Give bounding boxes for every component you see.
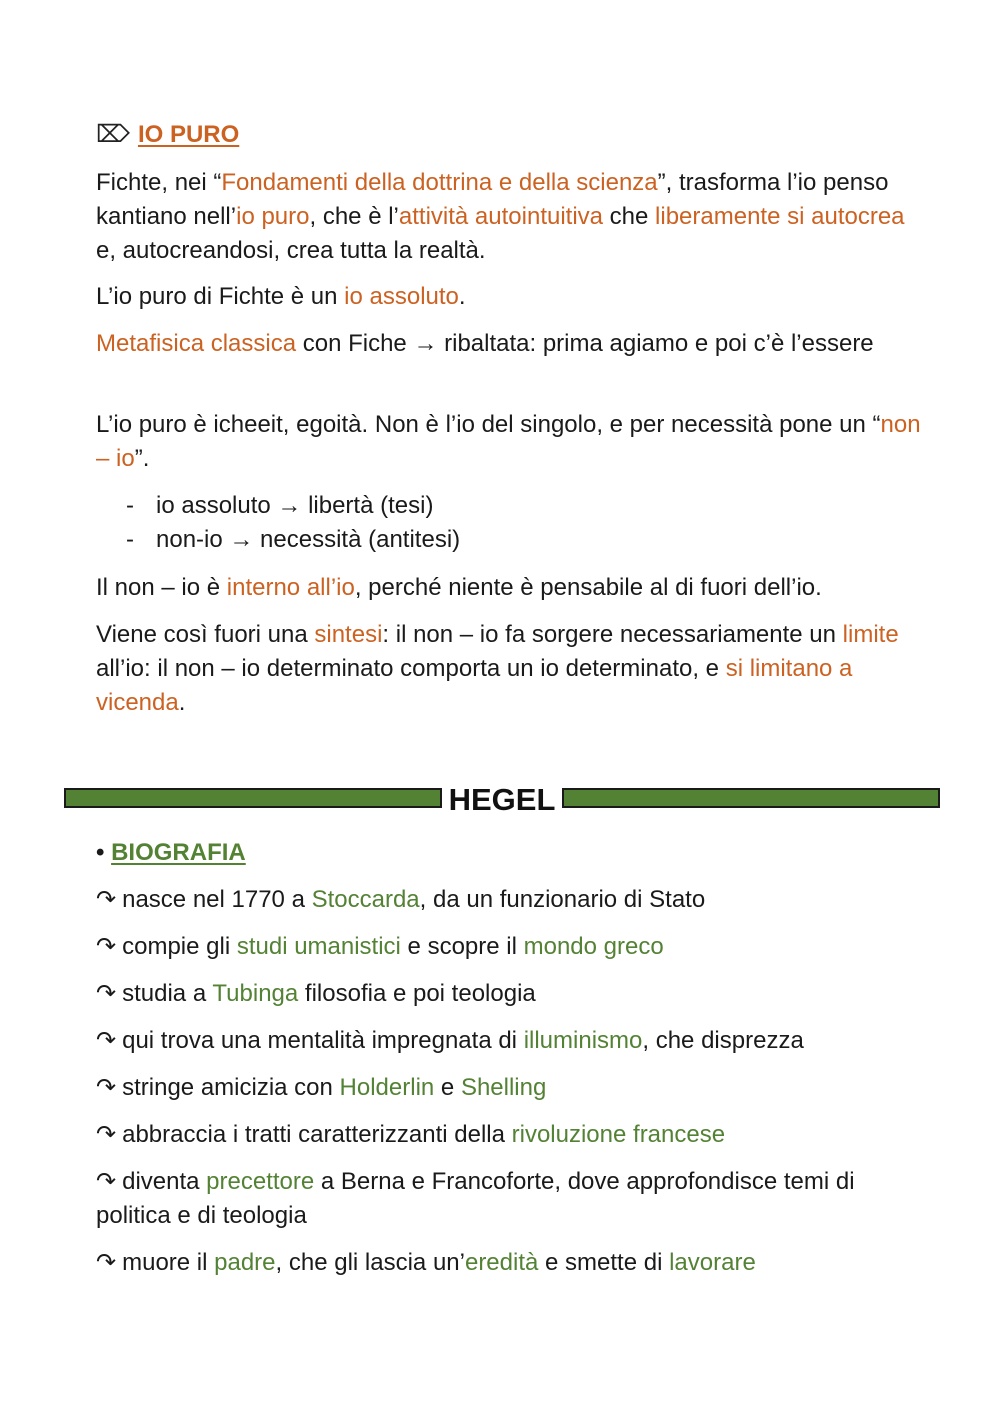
bio-item: ↷ stringe amicizia con Holderlin e Shelling xyxy=(96,1074,547,1101)
paragraph-io-assoluto: L’io puro di Fichte è un io assoluto. xyxy=(96,283,466,310)
paragraph-sintesi: Viene così fuori una sintesi: il non – io fa sorgere necessariamente un limite all’io: il non – io determinato comporta un io determinato, e si limitano a vicenda. xyxy=(96,621,899,716)
dash-list xyxy=(126,489,460,557)
list-item: - io assoluto → libertà (tesi) xyxy=(126,492,434,519)
bio-item: ↷ studia a Tubinga filosofia e poi teologia xyxy=(96,980,536,1007)
curved-arrow-icon: ↷ xyxy=(96,1249,117,1276)
curved-arrow-icon: ↷ xyxy=(96,933,117,960)
paragraph-fichte: Fichte, nei “Fondamenti della dottrina e della scienza”, trasforma l’io penso kantiano nell’io puro, che è l’attività autointuitiva che liberamente si autocrea e, autocreandosi, crea tutta la realtà. xyxy=(96,169,905,264)
bio-item: ↷ abbraccia i tratti caratterizzanti della rivoluzione francese xyxy=(96,1121,726,1148)
section-divider-bar-left xyxy=(64,788,442,808)
bio-item: ↷ compie gli studi umanistici e scopre il mondo greco xyxy=(96,933,664,960)
section-title: IO PURO xyxy=(137,121,240,148)
curved-arrow-icon: ↷ xyxy=(96,886,117,913)
curved-arrow-icon: ↷ xyxy=(96,1168,117,1195)
bio-item: ↷ nasce nel 1770 a Stoccarda, da un funzionario di Stato xyxy=(96,886,706,913)
paragraph-metafisica: Metafisica classica con Fiche → ribaltata: prima agiamo e poi c’è l’essere xyxy=(96,330,874,357)
section-divider-bar-right xyxy=(562,788,940,808)
bullet-icon: • xyxy=(96,839,105,866)
curved-arrow-icon: ↷ xyxy=(96,1027,117,1054)
curved-arrow-icon: ↷ xyxy=(96,1074,117,1101)
bio-item: ↷ qui trova una mentalità impregnata di illuminismo, che disprezza xyxy=(96,1027,804,1054)
list-item: - non-io → necessità (antitesi) xyxy=(126,526,461,553)
section-heading-io-puro xyxy=(96,118,239,152)
curved-arrow-icon: ↷ xyxy=(96,1121,117,1148)
subsection-heading-biografia: • BIOGRAFIA xyxy=(96,839,246,866)
paragraph-non-io: Il non – io è interno all’io, perché niente è pensabile al di fuori dell’io. xyxy=(96,574,822,601)
bio-item: ↷ diventa precettore a Berna e Francoforte, dove approfondisce temi di politica e di teologia xyxy=(96,1168,855,1229)
paragraph-egoita: L’io puro è icheeit, egoità. Non è l’io del singolo, e per necessità pone un “non – io”. xyxy=(96,411,921,472)
bio-item: ↷ muore il padre, che gli lascia un’eredità e smette di lavorare xyxy=(96,1249,756,1276)
curved-arrow-icon: ↷ xyxy=(96,980,117,1007)
section-title-hegel: HEGEL xyxy=(448,782,556,817)
delete-key-icon: ⌦ xyxy=(96,121,130,148)
